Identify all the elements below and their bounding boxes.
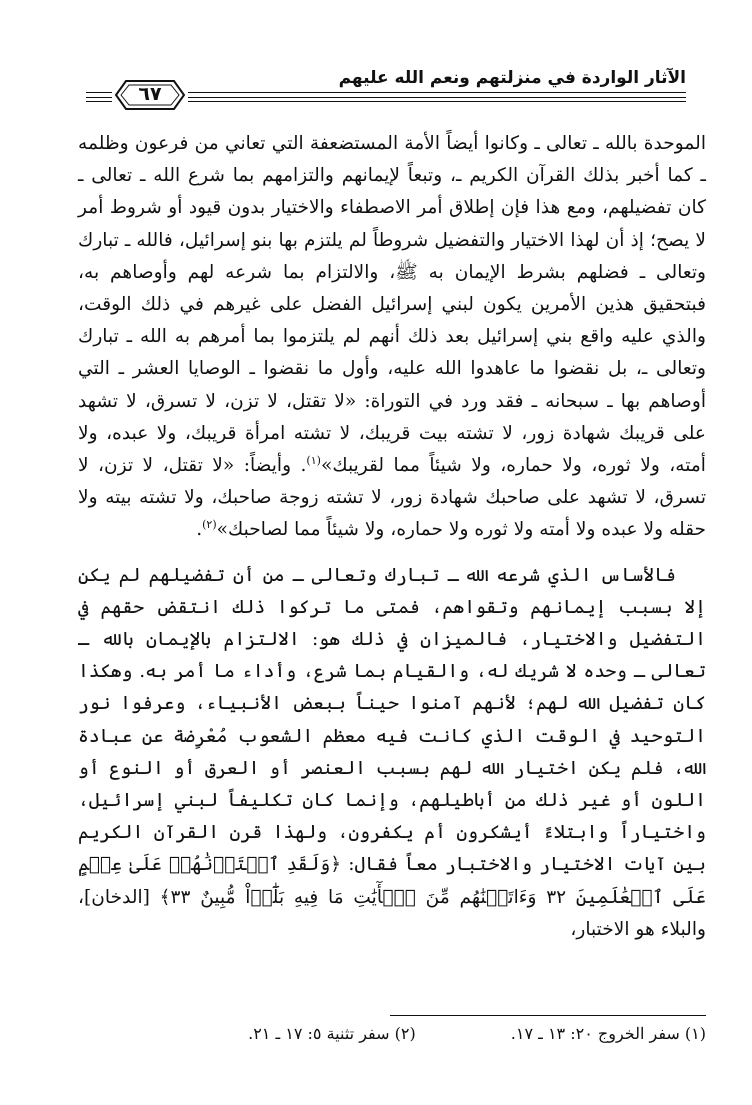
paragraph [78,560,706,946]
footnotes [150,1024,706,1043]
footnote: (٢) سفر تثنية ٥: ١٧ ـ ٢١. [248,1024,416,1043]
footnote-reference: (٢) [202,518,217,532]
paragraph-text: . [196,519,203,541]
page-number-badge [112,78,188,112]
footnote: (١) سفر الخروج ٢٠: ١٣ ـ ١٧. [510,1024,706,1043]
paragraph-text: . وأيضاً: «لا تقتل، لا تزن، لا تسرق، لا تشهد على صاحبك شهادة زور، لا تشته زوجة صاحبك، ولا تشته بيته ولا حقله ولا عبده ولا أمته ولا ثوره ولا حماره، ولا شيئاً مما لصاحبك» [78,455,706,541]
running-title: الآثار الواردة في منزلتهم ونعم الله عليهم [338,68,686,88]
main-text [78,128,706,946]
paragraph [78,128,706,547]
paragraph-text: فالأساس الذي شرعه الله ـ تبارك وتعالى ـ من أن تفضيلهم لم يكن إلا بسبب إيمانهم وتقواهم، فمتى ما تركوا ذلك انتقض حقهم في التفضيل والاختيار، فالميزان في ذلك هو: الالتزام بالإيمان بالله ـ تعالى ـ وحده لا شريك له، والقيام بما شرع، وأداء ما أمر به. وهكذا كان تفضيل الله لهم؛ لأنهم آمنوا حيناً ببعض الأنبياء، وعرفوا نور التوحيد في الوقت الذي كانت فيه معظم الشعوب مُعْرِضة عن عبادة الله، فلم يكن اختيار الله لهم بسبب العنصر أو العرق أو النوع أو اللون أو غير ذلك من أباطيلهم، وإنما كان تكليفاً لبني إسرائيل، واختياراً وابتلاءً أيشكرون أم يكفرون، ولهذا قرن القرآن الكريم بين آيات الاختيار والاختبار معاً فقال: [78,564,706,876]
page-header [86,62,686,112]
verse-reference: [الدخان]، والبلاء هو الاختبار، [78,886,706,940]
quran-verse: ﴿وَلَقَدِ ٱخۡتَرۡنَٰهُمۡ عَلَىٰ عِلۡمٍ عَلَى ٱلۡعَٰلَمِينَ ٣٢ وَءَاتَيۡنَٰهُم مِّنَ ٱلۡأٓيَٰتِ مَا فِيهِ بَلَٰٓؤٞاْ مُّبِينٌ ٣٣﴾ [78,854,706,908]
footnote-reference: (١) [306,453,321,467]
paragraph-text: الموحدة بالله ـ تعالى ـ وكانوا أيضاً الأمة المستضعفة التي تعاني من فرعون وظلمه ـ كما أخبر بذلك القرآن الكريم ـ، وتبعاً لإيمانهم والتزامهم بما شرع الله ـ تعالى ـ كان تفضيلهم، ومع هذا فإن إطلاق أمر الاصطفاء والاختيار بدون قيود أو شروط أمر لا يصح؛ إذ أن لهذا الاختيار والتفضيل شروطاً لم يلتزم بها بنو إسرائيل، فالله ـ تبارك وتعالى ـ فضلهم بشرط الإيمان به ﷺ، والالتزام بما شرعه لهم وأوصاهم به، فبتحقيق هذين الأمرين يكون لبني إسرائيل الفضل على غيرهم في ذلك الوقت، والذي عليه واقع بني إسرائيل بعد ذلك أنهم لم يلتزموا بما أمرهم به الله ـ تبارك وتعالى ـ، بل نقضوا ما عاهدوا الله عليه، وأول ما نقضوا ـ الوصايا العشر ـ التي أوصاهم بها ـ سبحانه ـ فقد ورد في التوراة: «لا تقتل، لا تزن، لا تسرق، لا تشهد على قريبك شهادة زور، لا تشته بيت قريبك، لا تشته امرأة قريبك، ولا عبده، ولا أمته، ولا ثوره، ولا حماره، ولا شيئاً مما لقريبك» [78,133,706,477]
footnote-separator [390,1015,706,1016]
page-number: ٦٧ [138,83,162,105]
